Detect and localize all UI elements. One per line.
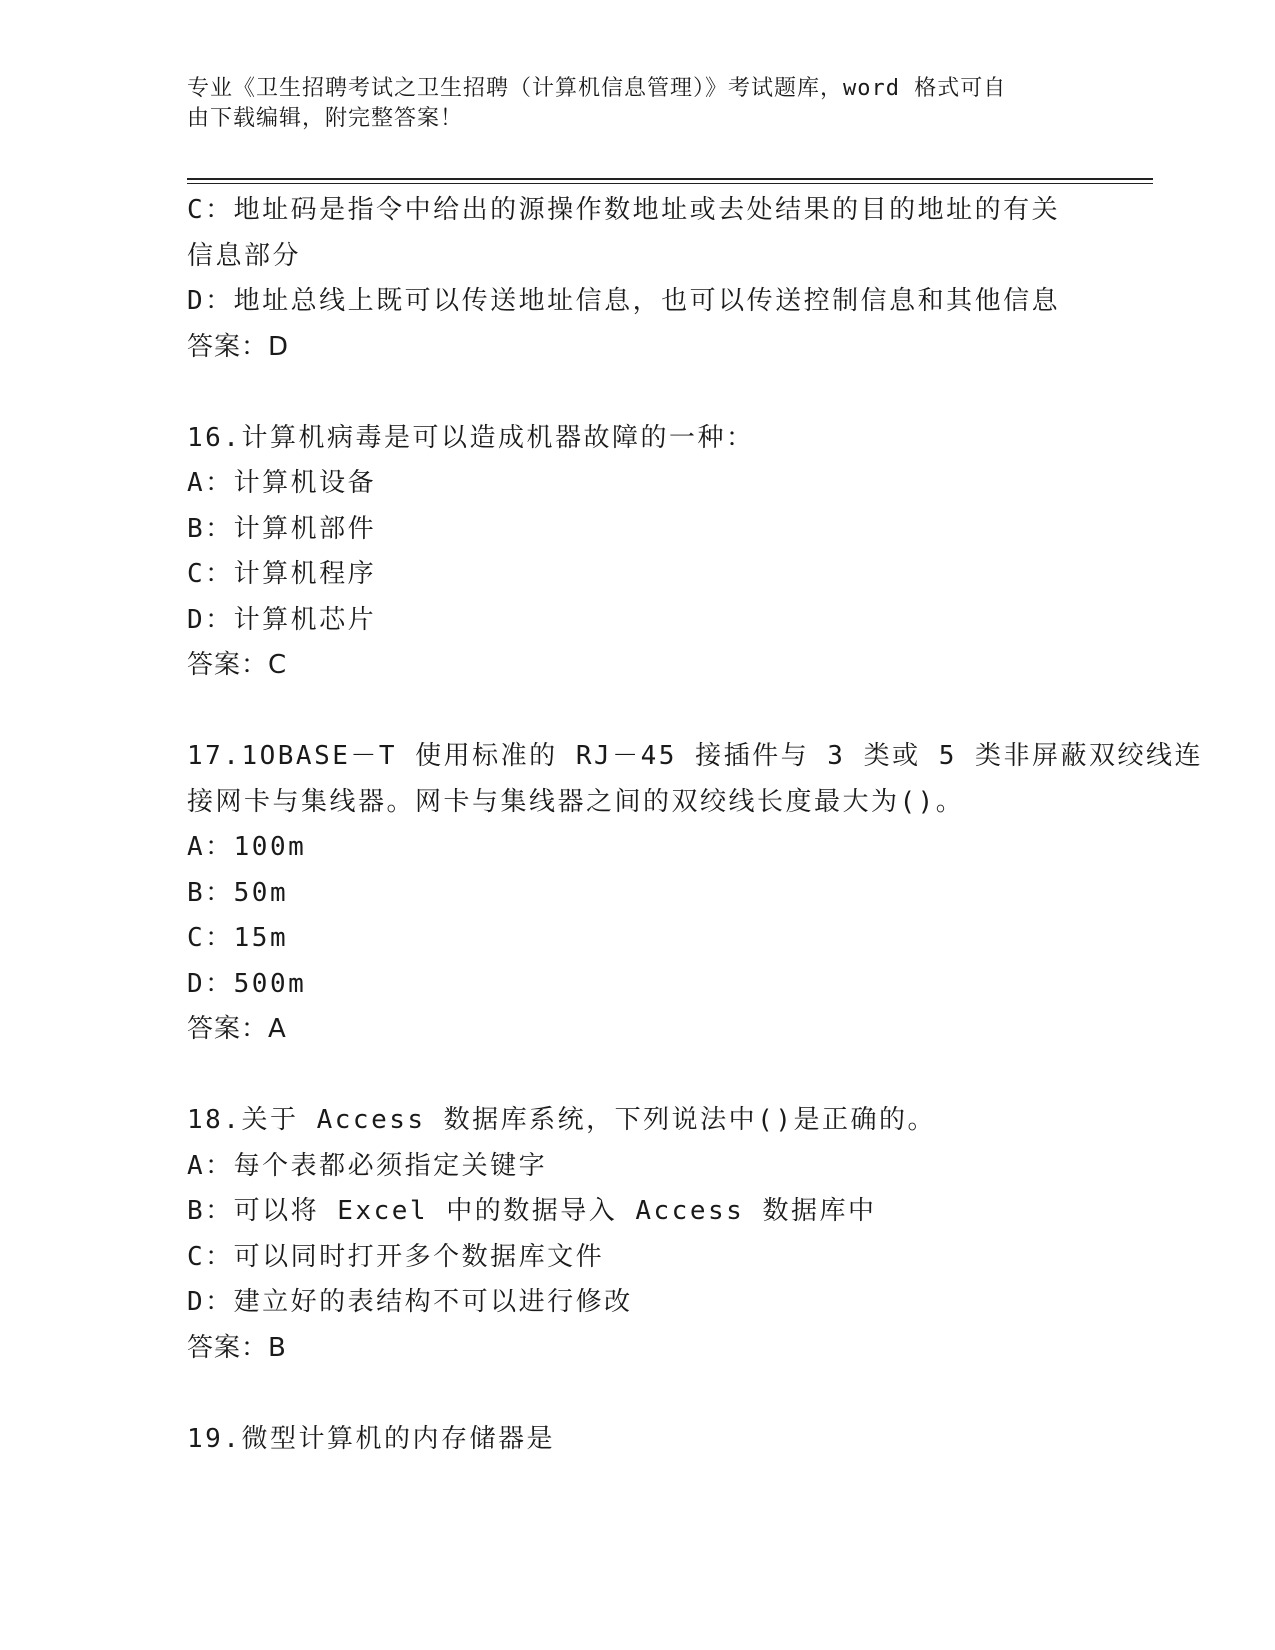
question-list xyxy=(187,188,1204,1462)
option-a: A：计算机设备 xyxy=(187,468,377,498)
option-b: B：计算机部件 xyxy=(187,513,377,544)
option-c: C：15m xyxy=(187,923,289,953)
question-16 xyxy=(187,416,1117,689)
spacer xyxy=(187,689,1117,735)
question-18 xyxy=(187,1098,1117,1371)
question-stem-line-1: 17.1OBASE－T 使用标准的 RJ－45 接插件与 3 类或 5 类非屏蔽双绞线连 xyxy=(187,741,1204,771)
option-a: A：每个表都必须指定关键字 xyxy=(187,1150,548,1181)
question-stem-line-2: 接网卡与集线器。网卡与集线器之间的双绞线长度最大为()。 xyxy=(187,786,965,817)
option-d: D：计算机芯片 xyxy=(187,604,377,635)
question-stem: 18.关于 Access 数据库系统，下列说法中()是正确的。 xyxy=(187,1105,936,1135)
question-stem: 19.微型计算机的内存储器是 xyxy=(187,1423,555,1454)
header-line-2: 由下载编辑，附完整答案！ xyxy=(187,106,464,131)
answer-line: 答案：C xyxy=(187,650,288,680)
spacer xyxy=(187,370,1117,416)
spacer xyxy=(187,1053,1117,1099)
option-d: D：地址总线上既可以传送地址信息，也可以传送控制信息和其他信息 xyxy=(187,286,1061,316)
document-header xyxy=(187,74,1087,134)
answer-line: 答案：B xyxy=(187,1332,287,1363)
question-stem: 16.计算机病毒是可以造成机器故障的一种： xyxy=(187,422,755,453)
option-d: D：建立好的表结构不可以进行修改 xyxy=(187,1287,633,1317)
header-line-1: 专业《卫生招聘考试之卫生招聘（计算机信息管理）》考试题库，word 格式可自 xyxy=(187,76,1007,101)
spacer xyxy=(187,1371,1117,1417)
option-c-line-1: C：地址码是指令中给出的源操作数地址或去处结果的目的地址的有关 xyxy=(187,195,1061,225)
answer-line: 答案：A xyxy=(187,1014,287,1044)
option-c: C：计算机程序 xyxy=(187,559,377,589)
option-b: B：可以将 Excel 中的数据导入 Access 数据库中 xyxy=(187,1196,877,1226)
option-c: C：可以同时打开多个数据库文件 xyxy=(187,1241,605,1272)
option-b: B：50m xyxy=(187,877,289,908)
option-a: A：100m xyxy=(187,832,307,862)
question-17 xyxy=(187,734,1204,1053)
header-divider-thin xyxy=(187,183,1153,184)
question-15-continued xyxy=(187,188,1117,370)
header-divider-thick xyxy=(187,178,1153,180)
option-d: D：500m xyxy=(187,968,307,999)
answer-line: 答案：D xyxy=(187,331,290,362)
question-19 xyxy=(187,1417,1117,1463)
option-c-line-2: 信息部分 xyxy=(187,240,302,271)
